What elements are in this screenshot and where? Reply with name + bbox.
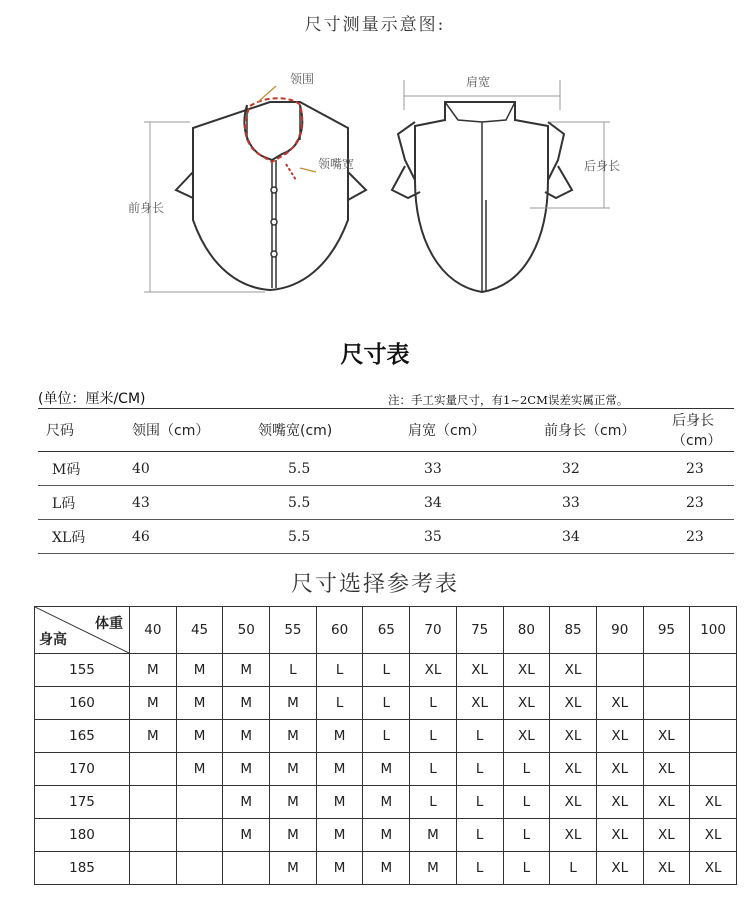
weight-header: 95: [643, 607, 690, 654]
size-cell: M: [223, 819, 270, 852]
size-cell: XL: [643, 720, 690, 753]
cell-collar: 40: [132, 460, 150, 477]
size-cell: XL: [690, 852, 737, 885]
corner-cell: [35, 607, 130, 654]
reference-header-row: [35, 607, 737, 654]
size-cell: [690, 753, 737, 786]
size-cell: [643, 687, 690, 720]
size-cell: XL: [503, 687, 550, 720]
size-cell: M: [410, 819, 457, 852]
header-size: 尺码: [46, 423, 74, 439]
height-cell: 165: [35, 720, 130, 753]
cell-back-length: 23: [686, 528, 704, 545]
cell-collar: 46: [132, 528, 150, 545]
size-cell: [176, 819, 223, 852]
weight-header: 100: [690, 607, 737, 654]
height-cell: 155: [35, 654, 130, 687]
size-cell: L: [410, 687, 457, 720]
size-cell: L: [316, 654, 363, 687]
size-cell: [176, 852, 223, 885]
cell-front-length: 33: [562, 494, 580, 511]
weight-header: 85: [550, 607, 597, 654]
size-cell: L: [363, 654, 410, 687]
size-cell: XL: [596, 753, 643, 786]
size-cell: [130, 786, 177, 819]
size-cell: XL: [690, 819, 737, 852]
size-cell: XL: [550, 786, 597, 819]
size-cell: XL: [596, 720, 643, 753]
size-cell: L: [410, 753, 457, 786]
table-row: [35, 819, 737, 852]
cell-shoulder: 34: [424, 494, 442, 511]
cell-collar-tip: 5.5: [288, 494, 311, 511]
label-shoulder: 肩宽: [466, 75, 491, 89]
size-cell: M: [176, 654, 223, 687]
label-collar-tip: 领嘴宽: [318, 157, 355, 171]
size-cell: XL: [550, 654, 597, 687]
size-cell: L: [550, 852, 597, 885]
unit-note: (单位：厘米/CM): [38, 391, 146, 407]
size-cell: L: [456, 819, 503, 852]
diagram-title: 尺寸测量示意图:: [304, 15, 446, 35]
size-cell: M: [316, 852, 363, 885]
height-cell: 160: [35, 687, 130, 720]
size-cell: XL: [456, 687, 503, 720]
label-front-length: 前身长: [128, 201, 165, 215]
table-row: [35, 786, 737, 819]
size-cell: M: [223, 753, 270, 786]
cell-front-length: 32: [562, 460, 580, 477]
size-cell: L: [456, 753, 503, 786]
size-cell: L: [456, 852, 503, 885]
size-cell: [176, 786, 223, 819]
cell-collar-tip: 5.5: [288, 460, 311, 477]
size-cell: M: [176, 687, 223, 720]
header-collar: 领围（cm）: [132, 423, 210, 439]
size-cell: M: [223, 687, 270, 720]
height-cell: 180: [35, 819, 130, 852]
table-row: [38, 452, 734, 486]
size-cell: M: [270, 819, 317, 852]
table-row: [38, 486, 734, 520]
size-cell: XL: [690, 786, 737, 819]
weight-header: 55: [270, 607, 317, 654]
size-cell: [130, 819, 177, 852]
size-cell: XL: [596, 852, 643, 885]
size-cell: XL: [503, 654, 550, 687]
front-collar-shape: [193, 102, 348, 290]
size-cell: L: [270, 654, 317, 687]
size-cell: M: [130, 720, 177, 753]
table-row: [35, 720, 737, 753]
table-row: [35, 852, 737, 885]
size-cell: XL: [550, 720, 597, 753]
cell-shoulder: 33: [424, 460, 442, 477]
size-cell: M: [363, 753, 410, 786]
size-cell: M: [363, 852, 410, 885]
table-row: [35, 687, 737, 720]
size-cell: M: [270, 753, 317, 786]
size-cell: M: [223, 720, 270, 753]
size-cell: L: [503, 819, 550, 852]
size-cell: L: [410, 720, 457, 753]
size-cell: XL: [550, 753, 597, 786]
header-collar-tip: 领嘴宽(cm): [258, 423, 333, 439]
size-cell: [130, 753, 177, 786]
size-cell: L: [503, 786, 550, 819]
size-cell: M: [270, 786, 317, 819]
header-front-length: 前身长（cm）: [544, 423, 636, 439]
size-cell: M: [223, 786, 270, 819]
size-cell: M: [176, 753, 223, 786]
cell-back-length: 23: [686, 460, 704, 477]
size-cell: M: [316, 753, 363, 786]
weight-header: 60: [316, 607, 363, 654]
size-table: [38, 408, 734, 554]
size-cell: L: [410, 786, 457, 819]
height-cell: 175: [35, 786, 130, 819]
weight-header: 50: [223, 607, 270, 654]
measurement-diagram: [0, 40, 750, 310]
cell-collar: 43: [132, 494, 150, 511]
weight-label: 体重: [95, 616, 123, 632]
weight-header: 70: [410, 607, 457, 654]
weight-header: 75: [456, 607, 503, 654]
weight-header: 65: [363, 607, 410, 654]
size-cell: XL: [550, 687, 597, 720]
cell-size: M码: [52, 461, 81, 478]
size-cell: [690, 720, 737, 753]
size-cell: XL: [643, 852, 690, 885]
size-cell: M: [363, 819, 410, 852]
label-collar: 领围: [290, 72, 315, 86]
header-back-length: 后身长（cm）: [672, 413, 722, 449]
size-cell: M: [363, 786, 410, 819]
size-cell: XL: [596, 687, 643, 720]
cell-shoulder: 35: [424, 528, 442, 545]
weight-header: 80: [503, 607, 550, 654]
size-cell: XL: [596, 819, 643, 852]
size-cell: [596, 654, 643, 687]
reference-table-title: 尺寸选择参考表: [290, 572, 459, 597]
size-cell: XL: [503, 720, 550, 753]
size-cell: XL: [643, 819, 690, 852]
size-cell: L: [363, 720, 410, 753]
cell-size: L码: [52, 495, 76, 512]
size-reference-table: [34, 606, 737, 885]
size-cell: XL: [596, 786, 643, 819]
weight-header: 45: [176, 607, 223, 654]
size-cell: M: [130, 687, 177, 720]
size-cell: [643, 654, 690, 687]
cell-back-length: 23: [686, 494, 704, 511]
cell-size: XL码: [52, 529, 86, 546]
size-cell: [130, 852, 177, 885]
size-cell: XL: [550, 819, 597, 852]
size-table-title: 尺寸表: [340, 342, 410, 368]
table-row: [38, 520, 734, 554]
size-cell: L: [456, 786, 503, 819]
height-label: 身高: [39, 632, 67, 648]
size-cell: M: [176, 720, 223, 753]
size-cell: L: [363, 687, 410, 720]
size-cell: M: [316, 819, 363, 852]
size-cell: [690, 654, 737, 687]
size-cell: L: [503, 852, 550, 885]
size-cell: XL: [456, 654, 503, 687]
size-cell: [690, 687, 737, 720]
size-cell: M: [270, 852, 317, 885]
size-cell: M: [130, 654, 177, 687]
size-cell: L: [456, 720, 503, 753]
size-cell: XL: [643, 786, 690, 819]
size-cell: XL: [643, 753, 690, 786]
weight-header: 90: [596, 607, 643, 654]
size-cell: M: [270, 720, 317, 753]
size-table-header-row: [38, 409, 734, 452]
table-row: [35, 753, 737, 786]
size-cell: XL: [410, 654, 457, 687]
weight-header: 40: [130, 607, 177, 654]
cell-front-length: 34: [562, 528, 580, 545]
header-shoulder: 肩宽（cm）: [408, 423, 486, 439]
label-back-length: 后身长: [584, 159, 621, 173]
cell-collar-tip: 5.5: [288, 528, 311, 545]
size-cell: M: [316, 786, 363, 819]
tolerance-note: 注：手工实量尺寸，有1~2CM误差实属正常。: [388, 393, 629, 407]
size-cell: M: [410, 852, 457, 885]
size-cell: M: [223, 654, 270, 687]
size-cell: L: [503, 753, 550, 786]
size-cell: M: [270, 687, 317, 720]
size-cell: M: [316, 720, 363, 753]
size-cell: [223, 852, 270, 885]
height-cell: 170: [35, 753, 130, 786]
table-row: [35, 654, 737, 687]
height-cell: 185: [35, 852, 130, 885]
size-cell: L: [316, 687, 363, 720]
